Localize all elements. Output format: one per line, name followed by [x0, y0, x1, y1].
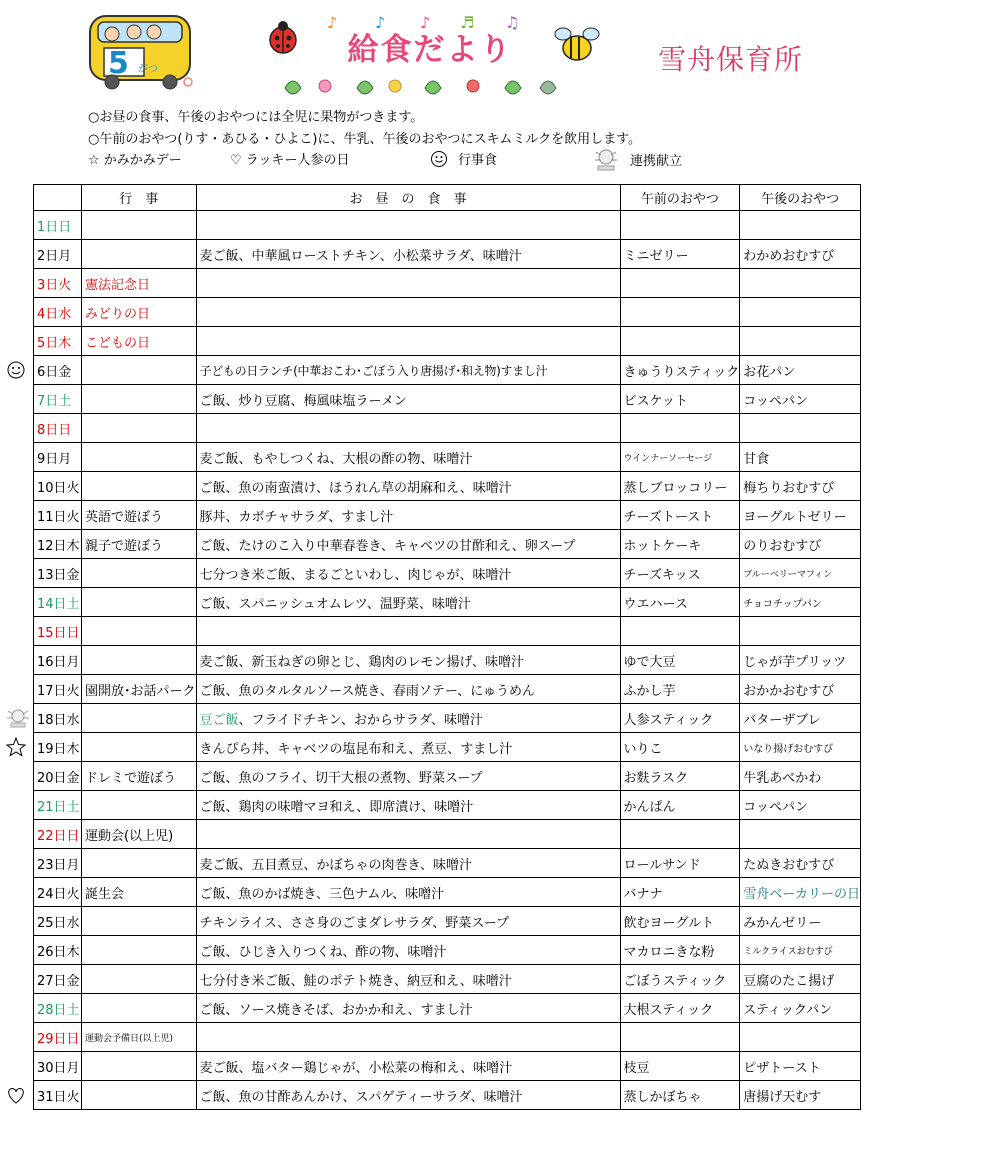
- lunch-text: 麦ご飯、もやしつくね、大根の酢の物、味噌汁: [199, 451, 473, 467]
- table-row: [34, 617, 861, 646]
- am-snack-cell: 枝豆: [620, 1052, 740, 1081]
- am-snack-cell: ウエハース: [620, 588, 740, 617]
- am-snack-cell: [620, 617, 740, 646]
- ladybug-icon: [270, 21, 296, 53]
- pm-snack-cell: [740, 414, 861, 443]
- lunch-text: 豚丼、カボチャサラダ、すまし汁: [199, 509, 394, 525]
- bus-illustration: [88, 12, 196, 92]
- lunch-cell: [196, 791, 620, 820]
- lunch-text: 麦ご飯、塩バター鶏じゃが、小松菜の梅和え、味噌汁: [199, 1060, 513, 1076]
- pm-snack-cell: おかかおむすび: [740, 675, 861, 704]
- table-row: [34, 1081, 861, 1110]
- table-row: [34, 443, 861, 472]
- event-cell: 運動会(以上児): [82, 820, 197, 849]
- table-row: [34, 675, 861, 704]
- date-cell: 17日火: [34, 675, 82, 704]
- lunch-cell: [196, 385, 620, 414]
- event-cell: [82, 1052, 197, 1081]
- event-cell: [82, 356, 197, 385]
- am-snack-cell: 飲むヨーグルト: [620, 907, 740, 936]
- pm-snack-cell: いなり揚げおむすび: [740, 733, 861, 762]
- event-cell: 園開放･お話パーク: [82, 675, 197, 704]
- date-cell: 16日月: [34, 646, 82, 675]
- header-am-snack: 午前のおやつ: [620, 185, 740, 211]
- am-snack-cell: ごぼうスティック: [620, 965, 740, 994]
- date-cell: 6日金: [34, 356, 82, 385]
- svg-text:♬: ♬: [460, 13, 475, 32]
- header-event: 行 事: [82, 185, 197, 211]
- event-cell: ドレミで遊ぼう: [82, 762, 197, 791]
- date-cell: 19日木: [34, 733, 82, 762]
- school-name: 雪舟保育所: [658, 43, 804, 76]
- pm-snack-cell: ミルクライスおむすび: [740, 936, 861, 965]
- note-milk: ○午前のおやつ(りす・あひる・ひよこ)に、牛乳、午後のおやつにスキムミルクを飲用します。: [88, 132, 642, 147]
- am-snack-cell: ビスケット: [620, 385, 740, 414]
- table-row: [34, 820, 861, 849]
- pm-snack-cell: 梅ちりおむすび: [740, 472, 861, 501]
- header-pm-snack: 午後のおやつ: [740, 185, 861, 211]
- date-cell: 9日月: [34, 443, 82, 472]
- lunch-text: ご飯、魚の甘酢あんかけ、スパゲティーサラダ、味噌汁: [199, 1089, 523, 1105]
- pm-snack-cell: 唐揚げ天むす: [740, 1081, 861, 1110]
- lunch-cell: [196, 849, 620, 878]
- am-snack-cell: [620, 298, 740, 327]
- am-snack-cell: 人参スティック: [620, 704, 740, 733]
- table-row: [34, 269, 861, 298]
- pm-snack-cell: [740, 327, 861, 356]
- date-cell: 2日月: [34, 240, 82, 269]
- am-snack-cell: チーズキッス: [620, 559, 740, 588]
- lunch-text: きんぴら丼、キャベツの塩昆布和え、煮豆、すまし汁: [199, 741, 513, 757]
- table-header-row: [34, 185, 861, 211]
- date-cell: 22日日: [34, 820, 82, 849]
- table-row: [34, 530, 861, 559]
- pm-snack-cell: [740, 298, 861, 327]
- lunch-text: 麦ご飯、新玉ねぎの卵とじ、鶏肉のレモン揚げ、味噌汁: [199, 654, 524, 670]
- svg-text:♫: ♫: [505, 13, 520, 32]
- lunch-text: ご飯、ひじき入りつくね、酢の物、味噌汁: [199, 944, 447, 960]
- table-row: [34, 356, 861, 385]
- table-row: [34, 733, 861, 762]
- am-snack-cell: [620, 414, 740, 443]
- lunch-text: ご飯、魚のタルタルソース焼き、春雨ソテー、にゅうめん: [199, 683, 536, 699]
- date-cell: 28日土: [34, 994, 82, 1023]
- event-cell: 誕生会: [82, 878, 197, 907]
- event-cell: [82, 936, 197, 965]
- table-row: [34, 559, 861, 588]
- table-row: [34, 211, 861, 240]
- lunch-cell: [196, 414, 620, 443]
- event-cell: [82, 791, 197, 820]
- lunch-cell: [196, 472, 620, 501]
- lunch-cell: [196, 559, 620, 588]
- lunch-cell: [196, 646, 620, 675]
- lunch-text: ご飯、スパニッシュオムレツ、温野菜、味噌汁: [199, 596, 471, 612]
- pm-snack-cell: たぬきおむすび: [740, 849, 861, 878]
- pm-snack-cell: [740, 269, 861, 298]
- lunch-cell: [196, 965, 620, 994]
- lunch-cell: [196, 936, 620, 965]
- event-cell: [82, 849, 197, 878]
- lunch-cell: [196, 704, 620, 733]
- menu-table: [33, 184, 861, 1110]
- am-snack-cell: バナナ: [620, 878, 740, 907]
- event-cell: 憲法記念日: [82, 269, 197, 298]
- lunch-text: ご飯、鶏肉の味噌マヨ和え、即席漬け、味噌汁: [199, 799, 474, 815]
- table-row: [34, 646, 861, 675]
- event-cell: [82, 965, 197, 994]
- lunch-cell: [196, 733, 620, 762]
- event-cell: [82, 240, 197, 269]
- date-cell: 1日日: [34, 211, 82, 240]
- date-cell: 27日金: [34, 965, 82, 994]
- pm-snack-cell: コッペパン: [740, 791, 861, 820]
- table-row: [34, 385, 861, 414]
- event-cell: 運動会予備日(以上児): [82, 1023, 197, 1052]
- bus-month-suffix: がつ: [138, 64, 158, 75]
- event-cell: [82, 443, 197, 472]
- star-icon: [5, 736, 27, 758]
- lunch-text: 七分つき米ご飯、まるごといわし、肉じゃが、味噌汁: [199, 567, 512, 583]
- date-cell: 29日日: [34, 1023, 82, 1052]
- table-row: [34, 472, 861, 501]
- date-cell: 23日月: [34, 849, 82, 878]
- pm-snack-cell: 牛乳あべかわ: [740, 762, 861, 791]
- pm-snack-cell: チョコチップパン: [740, 588, 861, 617]
- table-row: [34, 907, 861, 936]
- lunch-text: ご飯、炒り豆腐、梅風味塩ラーメン: [199, 393, 407, 409]
- pm-snack-cell: お花パン: [740, 356, 861, 385]
- svg-text:♪: ♪: [420, 13, 431, 32]
- am-snack-cell: 蒸しブロッコリー: [620, 472, 740, 501]
- am-snack-cell: [620, 820, 740, 849]
- heart-icon: [5, 1084, 27, 1106]
- smiley-icon: [5, 359, 27, 381]
- table-row: [34, 501, 861, 530]
- header-lunch: お 昼 の 食 事: [196, 185, 620, 211]
- event-cell: [82, 414, 197, 443]
- pm-snack-cell: 雪舟ベーカリーの日: [740, 878, 861, 907]
- pm-snack-cell: スティックパン: [740, 994, 861, 1023]
- pm-snack-cell: ピザトースト: [740, 1052, 861, 1081]
- smiley-icon: [430, 150, 448, 168]
- lunch-cell: [196, 1052, 620, 1081]
- lunch-cell: [196, 617, 620, 646]
- event-cell: 親子で遊ぼう: [82, 530, 197, 559]
- date-cell: 10日火: [34, 472, 82, 501]
- lunch-text: 、フライドチキン、おからサラダ、味噌汁: [238, 712, 484, 728]
- date-cell: 4日水: [34, 298, 82, 327]
- lunch-text: ご飯、魚のかば焼き、三色ナムル、味噌汁: [199, 886, 445, 902]
- date-cell: 14日土: [34, 588, 82, 617]
- lunch-cell: [196, 1081, 620, 1110]
- am-snack-cell: ふかし芋: [620, 675, 740, 704]
- svg-text:♪: ♪: [375, 13, 386, 32]
- am-snack-cell: チーズトースト: [620, 501, 740, 530]
- lunch-cell: [196, 240, 620, 269]
- pm-snack-cell: ヨーグルトゼリー: [740, 501, 861, 530]
- event-cell: [82, 617, 197, 646]
- lunch-cell: [196, 530, 620, 559]
- event-cell: [82, 385, 197, 414]
- date-cell: 21日土: [34, 791, 82, 820]
- collab-mascot-icon: [5, 707, 27, 729]
- date-cell: 26日木: [34, 936, 82, 965]
- lunch-text: ご飯、たけのこ入り中華春巻き、キャベツの甘酢和え、卵スープ: [199, 538, 576, 554]
- table-row: [34, 704, 861, 733]
- event-cell: [82, 559, 197, 588]
- event-cell: [82, 733, 197, 762]
- am-snack-cell: [620, 327, 740, 356]
- am-snack-cell: ロールサンド: [620, 849, 740, 878]
- table-row: [34, 240, 861, 269]
- lunch-cell: [196, 994, 620, 1023]
- am-snack-cell: ゆで大豆: [620, 646, 740, 675]
- event-cell: [82, 646, 197, 675]
- lunch-text: 麦ご飯、五目煮豆、かぼちゃの肉巻き、味噌汁: [199, 857, 472, 873]
- lunch-text: ご飯、魚のフライ、切干大根の煮物、野菜スープ: [199, 770, 483, 786]
- note-fruit: ○お昼の食事、午後のおやつには全児に果物がつきます。: [88, 110, 424, 125]
- bee-icon: [555, 28, 599, 60]
- lunch-cell: [196, 298, 620, 327]
- date-cell: 31日火: [34, 1081, 82, 1110]
- table-row: [34, 994, 861, 1023]
- table-row: [34, 414, 861, 443]
- table-row: [34, 327, 861, 356]
- table-row: [34, 849, 861, 878]
- lunch-cell: [196, 820, 620, 849]
- pm-snack-cell: 甘食: [740, 443, 861, 472]
- pm-snack-cell: コッペパン: [740, 385, 861, 414]
- am-snack-cell: [620, 211, 740, 240]
- lunch-text: 子どもの日ランチ(中華おこわ･ごぼう入り唐揚げ･和え物)すまし汁: [199, 363, 548, 378]
- legend-collab: 連携献立: [592, 146, 682, 172]
- pm-snack-cell: じゃが芋プリッツ: [740, 646, 861, 675]
- page-header: [0, 0, 1000, 180]
- table-row: [34, 878, 861, 907]
- am-snack-cell: [620, 269, 740, 298]
- lunch-cell: [196, 907, 620, 936]
- lunch-cell: [196, 878, 620, 907]
- lunch-text: ご飯、ソース焼きそば、おかか和え、すまし汁: [199, 1002, 473, 1018]
- lunch-text: チキンライス、ささ身のごまダレサラダ、野菜スープ: [199, 915, 510, 931]
- event-cell: [82, 211, 197, 240]
- svg-text:♪: ♪: [327, 13, 338, 32]
- pm-snack-cell: バターザブレ: [740, 704, 861, 733]
- date-cell: 8日日: [34, 414, 82, 443]
- pm-snack-cell: のりおむすび: [740, 530, 861, 559]
- am-snack-cell: ホットケーキ: [620, 530, 740, 559]
- date-cell: 24日火: [34, 878, 82, 907]
- event-cell: [82, 1081, 197, 1110]
- date-cell: 11日火: [34, 501, 82, 530]
- lunch-highlight: 豆ご飯: [199, 712, 239, 728]
- date-cell: 25日水: [34, 907, 82, 936]
- event-cell: [82, 588, 197, 617]
- bus-month-number: 5: [108, 46, 129, 81]
- date-cell: 15日日: [34, 617, 82, 646]
- pm-snack-cell: [740, 617, 861, 646]
- date-cell: 13日金: [34, 559, 82, 588]
- date-cell: 20日金: [34, 762, 82, 791]
- date-cell: 5日木: [34, 327, 82, 356]
- lunch-text: 麦ご飯、中華風ローストチキン、小松菜サラダ、味噌汁: [199, 248, 522, 264]
- am-snack-cell: ミニゼリー: [620, 240, 740, 269]
- table-row: [34, 1023, 861, 1052]
- lunch-cell: [196, 211, 620, 240]
- legend-kamikami: ☆ かみかみデー: [88, 153, 182, 168]
- event-cell: [82, 994, 197, 1023]
- event-cell: [82, 704, 197, 733]
- lunch-cell: [196, 356, 620, 385]
- am-snack-cell: ウインナーソーセージ: [620, 443, 740, 472]
- lunch-cell: [196, 501, 620, 530]
- pm-snack-cell: [740, 211, 861, 240]
- am-snack-cell: 蒸しかぼちゃ: [620, 1081, 740, 1110]
- pm-snack-cell: わかめおむすび: [740, 240, 861, 269]
- legend-lucky-carrot: ♡ ラッキー人参の日: [230, 153, 350, 168]
- am-snack-cell: 大根スティック: [620, 994, 740, 1023]
- lunch-text: ご飯、魚の南蛮漬け、ほうれん草の胡麻和え、味噌汁: [199, 480, 512, 496]
- pm-snack-cell: 豆腐のたこ揚げ: [740, 965, 861, 994]
- am-snack-cell: お麩ラスク: [620, 762, 740, 791]
- table-row: [34, 298, 861, 327]
- am-snack-cell: [620, 1023, 740, 1052]
- lunch-cell: [196, 762, 620, 791]
- pm-snack-cell: みかんゼリー: [740, 907, 861, 936]
- event-cell: [82, 472, 197, 501]
- table-row: [34, 762, 861, 791]
- date-cell: 7日土: [34, 385, 82, 414]
- am-snack-cell: かんぱん: [620, 791, 740, 820]
- legend-event-food: 行事食: [430, 149, 497, 168]
- pm-snack-cell: [740, 820, 861, 849]
- am-snack-cell: きゅうりスティック: [620, 356, 740, 385]
- lunch-text: 七分付き米ご飯、鮭のポテト焼き、納豆和え、味噌汁: [199, 973, 512, 989]
- date-cell: 12日木: [34, 530, 82, 559]
- am-snack-cell: いりこ: [620, 733, 740, 762]
- table-row: [34, 1052, 861, 1081]
- table-row: [34, 791, 861, 820]
- pm-snack-cell: ブルーベリーマフィン: [740, 559, 861, 588]
- pm-snack-cell: [740, 1023, 861, 1052]
- date-cell: 18日水: [34, 704, 82, 733]
- event-cell: こどもの日: [82, 327, 197, 356]
- lunch-cell: [196, 675, 620, 704]
- leaf-flower-row-icon: [285, 80, 556, 94]
- event-cell: みどりの日: [82, 298, 197, 327]
- event-cell: [82, 907, 197, 936]
- lunch-cell: [196, 327, 620, 356]
- event-cell: 英語で遊ぼう: [82, 501, 197, 530]
- lunch-cell: [196, 269, 620, 298]
- date-cell: 3日火: [34, 269, 82, 298]
- page-title: 給食だより: [347, 32, 513, 68]
- table-row: [34, 588, 861, 617]
- am-snack-cell: マカロニきな粉: [620, 936, 740, 965]
- lunch-cell: [196, 443, 620, 472]
- table-row: [34, 965, 861, 994]
- table-row: [34, 936, 861, 965]
- header-date: [34, 185, 82, 211]
- date-cell: 30日月: [34, 1052, 82, 1081]
- lunch-cell: [196, 588, 620, 617]
- collab-mascot-icon: [592, 146, 620, 172]
- lunch-cell: [196, 1023, 620, 1052]
